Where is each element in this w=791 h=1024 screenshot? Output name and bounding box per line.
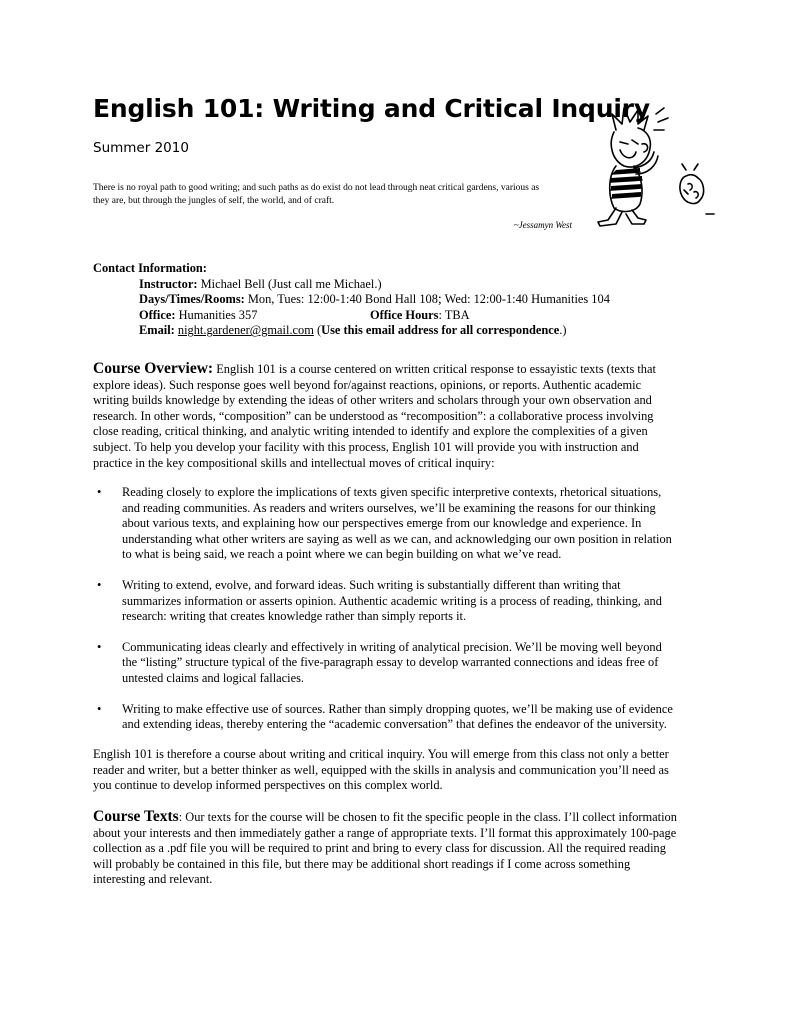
skills-list [93,485,678,748]
bullet-icon: • [97,485,102,499]
overview-heading: Course Overview: [93,360,214,377]
texts-body: Our texts for the course will be chosen to fit the specific people in the class. I’ll collect information about your interests and then immediately gather a range of appropriate texts. I’ll format this approximately 100-page collection as a .pdf file you will be required to print and bring to every class for discussion. All the required reading will probably be contained in this file, but there may be additional short readings if I come across something interesting and relevant. [93,810,677,887]
instructor-value: Michael Bell (Just call me Michael.) [200,276,382,291]
course-title: English 101: Writing and Critical Inquiry [93,94,650,123]
list-item-text: Communicating ideas clearly and effectively in writing of analytical precision. We’ll be moving well beyond the “listing” structure typical of the five-paragraph essay to develop warranted connections and ideas free of untested claims and logical fallacies. [122,639,662,685]
course-texts [93,809,678,888]
email-row [93,323,693,339]
office-label: Office: [139,307,176,322]
instructor-label: Instructor: [139,276,198,291]
schedule-value-2: Wed: 12:00-1:40 Humanities 104 [444,292,610,307]
course-term: Summer 2010 [93,140,189,156]
office-hours-label: Office Hours [370,307,439,322]
schedule-separator: ; [437,292,442,308]
list-item [93,702,678,733]
email-note-close: .) [559,323,567,338]
list-item [93,578,678,625]
list-item-text: Writing to extend, evolve, and forward ideas. Such writing is substantially different than writing that summarizes information or asserts opinion. Authentic academic writing is a process of reading, thinking, and research: writing that creates knowledge rather than simply reports it. [122,577,662,624]
overview-closing: English 101 is therefore a course about writing and critical inquiry. You will emerge from this class not only a better reader and writer, but a better thinker as well, equipped with the skills in analysis and communication you’ll need as you continue to develop informed perspectives on this complex world. [93,747,669,793]
bullet-icon: • [97,701,102,716]
contact-information [93,261,693,339]
schedule-label: Days/Times/Rooms: [139,292,245,307]
list-item [93,485,678,563]
frustrated-boy-cartoon-icon [594,104,716,228]
office-row [93,308,693,324]
texts-heading: Course Texts [93,808,179,825]
email-note: Use this email address for all correspondence [321,323,560,338]
email-link[interactable]: night.gardener@gmail.com [177,323,314,338]
bullet-icon: • [97,639,102,654]
bullet-icon: • [97,577,102,592]
office-value: Humanities 357 [178,307,258,322]
schedule-value-1: Mon, Tues: 12:00-1:40 Bond Hall 108 [247,292,438,307]
texts-heading-colon: : [178,810,183,824]
email-note-open: ( [316,323,322,338]
office-hours-value: TBA [444,307,470,322]
list-item-text: Reading closely to explore the implications of texts given specific interpretive contexts, rhetorical situations, and reading communities. As readers and writers ourselves, we’ll be examining the reasons for our thinking about various texts, and explaining how our perspectives emerge from our knowledge and experience. In understanding what other writers are saying as well as we can, and acknowledging our own position in relation to what is being said, we reach a point where we can begin building on what we’ve read. [122,485,672,562]
schedule-row [93,292,693,308]
office-hours-colon: : [438,307,442,322]
list-item-text: Writing to make effective use of sources. Rather than simply dropping quotes, we’ll be making use of evidence and extending ideas, thereby entering the “academic conversation” that defines the endeavor of the university. [122,701,673,732]
epigraph-quote: There is no royal path to good writing; and such paths as do exist do not lead through neat critical gardens, various as they are, but through the jungles of self, the world, and of craft. [93,183,540,206]
contact-heading: Contact Information: [93,261,207,275]
course-overview [93,361,678,471]
instructor-row [93,277,693,293]
office-hours [370,308,470,324]
epigraph-attribution: ~Jessamyn West [513,220,572,230]
email-label: Email: [139,323,175,338]
list-item [93,640,678,687]
overview-body: English 101 is a course centered on written critical response to essayistic texts (texts that explore ideas). Such response goes well beyond for/against reactions, opinions, or reports. Authentic academic writing builds knowledge by extending the ideas of other writers and scholars through your own observation and research. In other words, “composition” can be understood as “recomposition”: a collaborative process involving close reading, critical thinking, and analytic writing intended to identify and explore the complexities of a given subject. To help you develop your facility with this process, English 101 will provide you with instruction and practice in the key compositional skills and intellectual moves of critical inquiry: [93,362,656,470]
